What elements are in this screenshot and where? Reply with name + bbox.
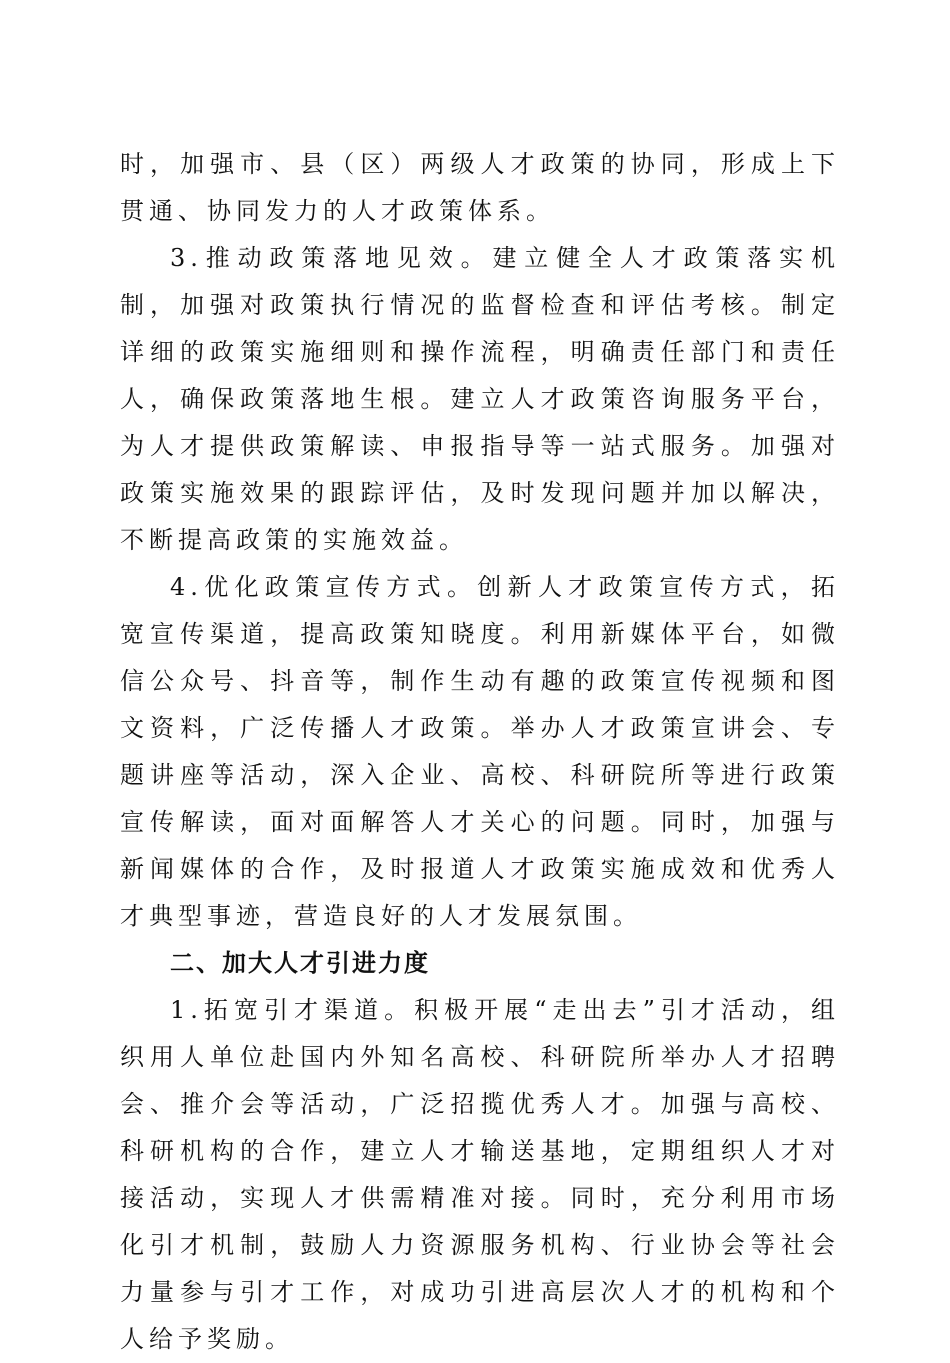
policy-item-4: 4.优化政策宣传方式。创新人才政策宣传方式，拓宽宣传渠道，提高政策知晓度。利用新媒体平台，如微信公众号、抖音等，制作生动有趣的政策宣传视频和图文资料，广泛传播人才政策。举办人才政策宣讲会、专题讲座等活动，深入企业、高校、科研院所等进行政策宣传解读，面对面解答人才关心的问题。同时，加强与新闻媒体的合作，及时报道人才政策实施成效和优秀人才典型事迹，营造良好的人才发展氛围。 [120,573,840,930]
section-heading: 二、加大人才引进力度 [170,949,430,977]
document-body [120,141,840,1363]
continued-paragraph: 时，加强市、县（区）两级人才政策的协同，形成上下贯通、协同发力的人才政策体系。 [120,150,840,225]
policy-item-3: 3.推动政策落地见效。建立健全人才政策落实机制，加强对政策执行情况的监督检查和评估考核。制定详细的政策实施细则和操作流程，明确责任部门和责任人，确保政策落地生根。建立人才政策咨询服务平台，为人才提供政策解读、申报指导等一站式服务。加强对政策实施效果的跟踪评估，及时发现问题并加以解决，不断提高政策的实施效益。 [120,244,840,554]
recruitment-item-1: 1.拓宽引才渠道。积极开展“走出去”引才活动，组织用人单位赴国内外知名高校、科研院所举办人才招聘会、推介会等活动，广泛招揽优秀人才。加强与高校、科研机构的合作，建立人才输送基地，定期组织人才对接活动，实现人才供需精准对接。同时，充分利用市场化引才机制，鼓励人力资源服务机构、行业协会等社会力量参与引才工作，对成功引进高层次人才的机构和个人给予奖励。 [120,996,840,1353]
